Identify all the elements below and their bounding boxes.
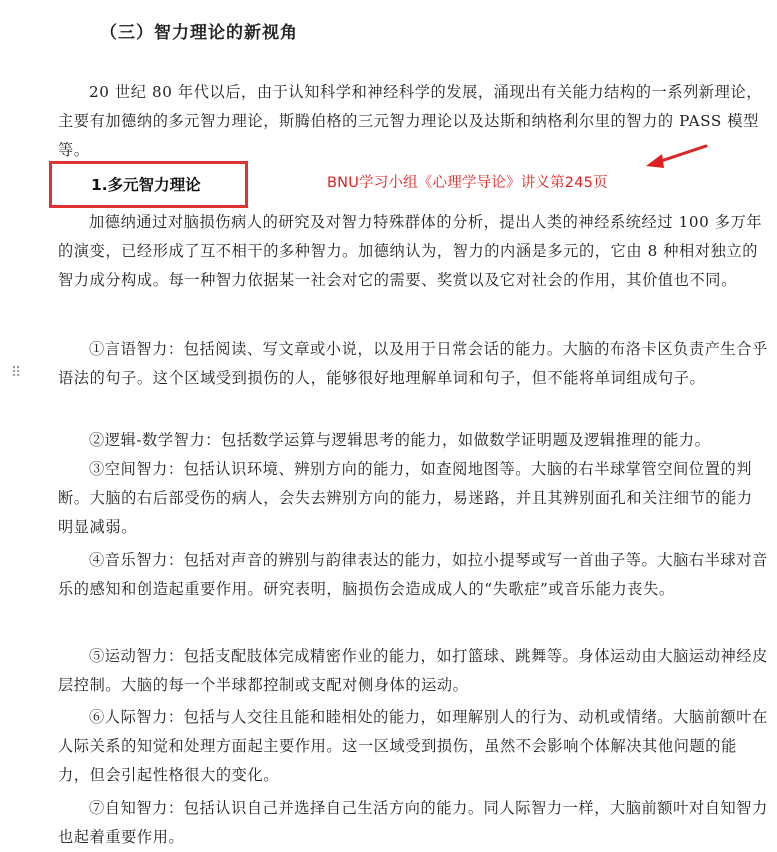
body-paragraph: 加德纳通过对脑损伤病人的研究及对智力特殊群体的分析，提出人类的神经系统经过 100 多万年的演变，已经形成了互不相干的多种智力。加德纳认为，智力的内涵是多元的，它由 8 种相对独立的智力成分构成。每一种智力依据某一社会对它的需要、奖赏以及它对社会的作用，其价值也不同。	[58, 213, 763, 289]
list-item-spatial: ③空间智力：包括认识环境、辨别方向的能力，如查阅地图等。大脑的右半球掌管空间位置的判断。大脑的右后部受伤的病人，会失去辨别方向的能力，易迷路，并且其辨别面孔和关注细节的能力明显减弱。	[58, 460, 753, 536]
annotation-arrow-icon	[640, 142, 710, 170]
list-item-logical-mathematical: ②逻辑-数学智力：包括数学运算与逻辑思考的能力，如做数学证明题及逻辑推理的能力。	[89, 431, 711, 449]
intro-paragraph: 20 世纪 80 年代以后，由于认知科学和神经科学的发展，涌现出有关能力结构的一系列新理论，主要有加德纳的多元智力理论，斯腾伯格的三元智力理论以及达斯和纳格利尔里的智力的 PASS 模型等。	[58, 83, 763, 159]
list-item-linguistic: ①言语智力：包括阅读、写文章或小说，以及用于日常会话的能力。大脑的布洛卡区负责产生合乎语法的句子。这个区域受到损伤的人，能够很好地理解单词和句子，但不能将单词组成句子。	[58, 340, 768, 387]
section-heading: （三）智力理论的新视角	[100, 23, 298, 43]
list-item-interpersonal: ⑥人际智力：包括与人交往且能和睦相处的能力，如理解别人的行为、动机或情绪。大脑前额叶在人际关系的知觉和处理方面起主要作用。这一区域受到损伤，虽然不会影响个体解决其他问题的能力，但会引起性格很大的变化。	[58, 708, 768, 784]
list-item-bodily-kinesthetic: ⑤运动智力：包括支配肢体完成精密作业的能力，如打篮球、跳舞等。身体运动由大脑运动神经皮层控制。大脑的每一个半球都控制或支配对侧身体的运动。	[58, 647, 768, 694]
drag-handle-icon[interactable]: ⠿	[11, 365, 22, 381]
list-item-musical: ④音乐智力：包括对声音的辨别与韵律表达的能力，如拉小提琴或写一首曲子等。大脑右半球对音乐的感知和创造起重要作用。研究表明，脑损伤会造成成人的“失歌症”或音乐能力丧失。	[58, 551, 768, 598]
subheading: 1.多元智力理论	[91, 176, 201, 194]
source-annotation: BNU学习小组《心理学导论》讲义第245页	[327, 175, 608, 191]
list-item-intrapersonal: ⑦自知智力：包括认识自己并选择自己生活方向的能力。同人际智力一样，大脑前额叶对自知智力也起着重要作用。	[58, 799, 768, 846]
